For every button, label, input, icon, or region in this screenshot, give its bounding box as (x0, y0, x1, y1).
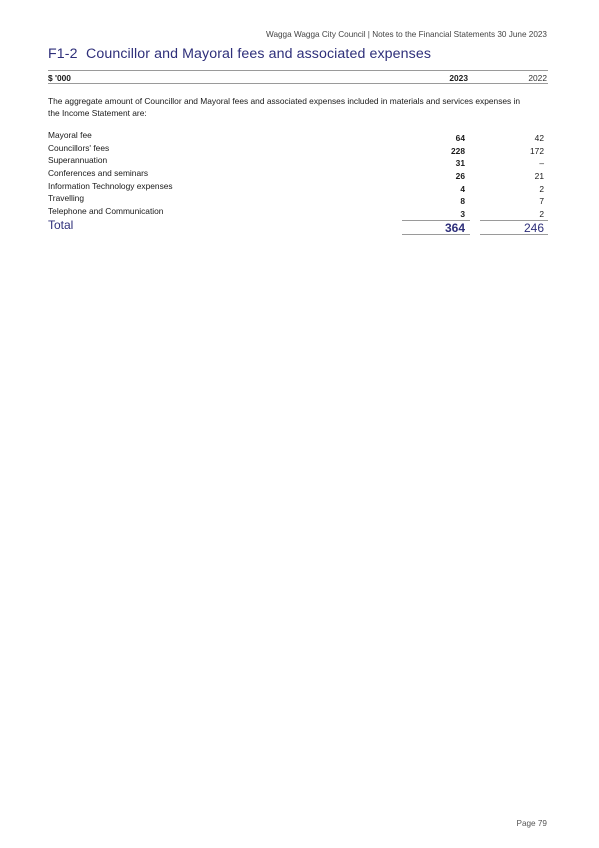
row-prior: 172 (530, 145, 544, 156)
page-number: Page 79 (516, 819, 547, 828)
row-prior: 2 (539, 209, 544, 220)
row-label: Telephone and Communication (48, 206, 164, 217)
section-number: F1-2 (48, 46, 78, 62)
column-header-current: 2023 (449, 73, 468, 83)
total-bottom-rule-prior (480, 234, 548, 235)
row-current: 26 (455, 171, 465, 182)
unit-label: $ '000 (48, 73, 71, 83)
total-bottom-rule-current (402, 234, 470, 235)
row-current: 31 (455, 158, 465, 169)
row-label: Mayoral fee (48, 130, 92, 140)
table-row (48, 168, 548, 181)
total-prior: 246 (523, 221, 544, 235)
running-header: Wagga Wagga City Council | Notes to the Financial Statements 30 June 2023 (266, 30, 547, 39)
table-intro: The aggregate amount of Councillor and Mayoral fees and associated expenses included in materials and services expenses in the Income Statement are: (48, 96, 521, 118)
table-header-rule (48, 83, 548, 84)
row-prior: 42 (534, 133, 544, 143)
row-current: 64 (455, 133, 465, 143)
section-heading: Councillor and Mayoral fees and associated expenses (86, 46, 432, 62)
table-row (48, 181, 548, 194)
row-prior: 2 (539, 183, 544, 194)
table-row (48, 155, 548, 168)
row-label: Councillors' fees (48, 142, 110, 153)
row-prior: – (539, 158, 544, 169)
row-prior: 7 (539, 196, 544, 207)
row-label: Conferences and seminars (48, 168, 149, 179)
table-row (48, 206, 548, 219)
row-label: Travelling (48, 193, 84, 204)
row-prior: 21 (534, 171, 544, 182)
row-current: 228 (451, 145, 465, 156)
table-row (48, 130, 548, 143)
table-row (48, 143, 548, 156)
row-current: 4 (460, 183, 465, 194)
column-header-prior: 2022 (528, 73, 547, 83)
row-current: 3 (460, 209, 465, 220)
row-label: Superannuation (48, 155, 108, 166)
table-body (48, 130, 548, 219)
total-row (48, 218, 548, 234)
section-title (48, 46, 548, 62)
table-top-rule (48, 70, 548, 71)
table-row (48, 193, 548, 206)
total-current: 364 (444, 221, 465, 235)
total-label: Total (48, 218, 74, 232)
row-current: 8 (460, 196, 465, 207)
row-label: Information Technology expenses (48, 180, 173, 191)
